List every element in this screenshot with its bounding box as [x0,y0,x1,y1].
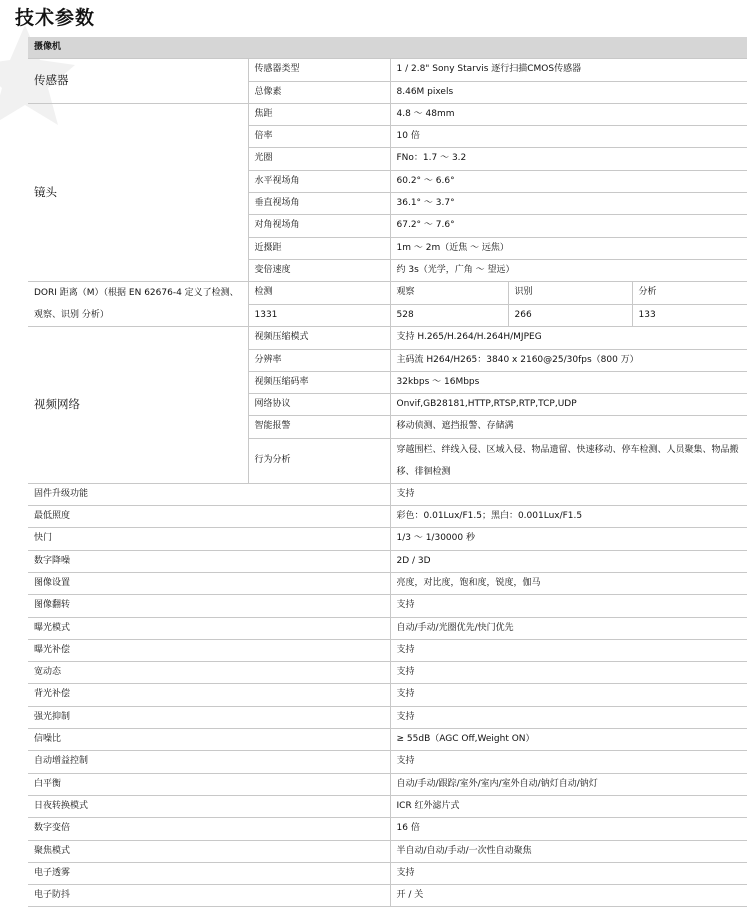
param-label: 自动增益控制 [28,751,390,773]
table-row [28,103,747,125]
param-label: 垂直视场角 [248,193,390,215]
param-label: 固件升级功能 [28,483,390,505]
param-value: 彩色：0.01Lux/F1.5；黑白：0.001Lux/F1.5 [390,506,747,528]
table-row [28,59,747,81]
section-header-row [28,37,747,59]
table-row [28,550,747,572]
param-label: 传感器类型 [248,59,390,81]
param-label: 近摄距 [248,237,390,259]
param-value: 支持 [390,751,747,773]
param-value: 1/3 ～ 1/30000 秒 [390,528,747,550]
param-value: 2D / 3D [390,550,747,572]
param-label: 倍率 [248,126,390,148]
param-value: 支持 [390,639,747,661]
param-label: 对角视场角 [248,215,390,237]
param-value: 亮度，对比度，饱和度，锐度，伽马 [390,572,747,594]
param-value: 主码流 H264/H265：3840 x 2160@25/30fps（800 万） [390,349,747,371]
table-row [28,840,747,862]
dori-header-detect: 检测 [248,282,390,305]
param-value: 支持 [390,595,747,617]
param-label: 电子防抖 [28,885,390,907]
table-row [28,751,747,773]
param-label: 智能报警 [248,416,390,438]
param-label: 曝光补偿 [28,639,390,661]
param-label: 聚焦模式 [28,840,390,862]
param-label: 宽动态 [28,662,390,684]
table-row [28,595,747,617]
param-value: 移动侦测、遮挡报警、存储满 [390,416,747,438]
param-value: ≥ 55dB（AGC Off,Weight ON） [390,729,747,751]
table-row [28,773,747,795]
param-label: 快门 [28,528,390,550]
table-row [28,729,747,751]
param-value: 36.1° ～ 3.7° [390,193,747,215]
param-label: 分辨率 [248,349,390,371]
param-label: 光圈 [248,148,390,170]
param-label: 视频压缩码率 [248,371,390,393]
param-value: FNo：1.7 ～ 3.2 [390,148,747,170]
table-row [28,617,747,639]
dori-label: DORI 距离（M）（根据 EN 62676-4 定义了检测、观察、识别 分析） [28,282,248,327]
param-value: 自动/手动/跟踪/室外/室内/室外自动/钠灯自动/钠灯 [390,773,747,795]
param-value: 16 倍 [390,818,747,840]
param-value: 自动/手动/光圈优先/快门优先 [390,617,747,639]
table-row [28,818,747,840]
group-label: 镜头 [28,103,248,281]
table-row [28,795,747,817]
param-label: 强光抑制 [28,706,390,728]
param-label: 背光补偿 [28,684,390,706]
param-value: 1 / 2.8" Sony Starvis 逐行扫描CMOS传感器 [390,59,747,81]
param-value: Onvif,GB28181,HTTP,RTSP,RTP,TCP,UDP [390,394,747,416]
param-value: 开 / 关 [390,885,747,907]
dori-value-detect: 1331 [248,304,390,327]
param-label: 日夜转换模式 [28,795,390,817]
spec-table [28,37,747,907]
param-label: 图像翻转 [28,595,390,617]
table-row [28,528,747,550]
param-label: 信噪比 [28,729,390,751]
param-label: 行为分析 [248,438,390,483]
param-value: ICR 红外滤片式 [390,795,747,817]
section-title: 摄像机 [28,37,747,59]
table-row [28,885,747,907]
table-row [28,862,747,884]
dori-value-observe: 528 [390,304,508,327]
param-label: 水平视场角 [248,170,390,192]
param-label: 电子透雾 [28,862,390,884]
feature-rows [28,483,747,907]
param-label: 最低照度 [28,506,390,528]
param-value: 支持 [390,706,747,728]
param-label: 图像设置 [28,572,390,594]
table-row [28,327,747,349]
group-label: 传感器 [28,59,248,104]
dori-value-identify: 133 [632,304,747,327]
dori-header-observe: 观察 [390,282,508,305]
param-value: 32kbps ～ 16Mbps [390,371,747,393]
param-value: 支持 [390,684,747,706]
param-value: 1m ～ 2m（近焦 ～ 远焦） [390,237,747,259]
param-label: 曝光模式 [28,617,390,639]
param-value: 支持 H.265/H.264/H.264H/MJPEG [390,327,747,349]
table-row [28,706,747,728]
table-row [28,483,747,505]
param-value: 支持 [390,862,747,884]
param-label: 焦距 [248,103,390,125]
table-row [28,506,747,528]
param-value: 约 3s（光学，广角 ～ 望远） [390,259,747,281]
group-label: 视频网络 [28,327,248,483]
param-value: 8.46M pixels [390,81,747,103]
param-value: 穿越围栏、绊线入侵、区域入侵、物品遗留、快速移动、停车检测、人员聚集、物品搬移、徘徊检测 [390,438,747,483]
table-row [28,572,747,594]
table-row [28,639,747,661]
param-value: 支持 [390,662,747,684]
dori-header-recognize: 识别 [508,282,632,305]
dori-header-identify: 分析 [632,282,747,305]
param-label: 数字降噪 [28,550,390,572]
dori-value-recognize: 266 [508,304,632,327]
param-value: 67.2° ～ 7.6° [390,215,747,237]
param-label: 变倍速度 [248,259,390,281]
param-label: 数字变倍 [28,818,390,840]
param-label: 网络协议 [248,394,390,416]
param-label: 视频压缩模式 [248,327,390,349]
table-row [28,684,747,706]
table-row [28,282,747,305]
param-value: 支持 [390,483,747,505]
param-value: 半自动/自动/手动/一次性自动聚焦 [390,840,747,862]
page-title: 技术参数 [15,7,96,29]
param-value: 4.8 ～ 48mm [390,103,747,125]
param-value: 10 倍 [390,126,747,148]
param-label: 白平衡 [28,773,390,795]
param-value: 60.2° ～ 6.6° [390,170,747,192]
table-row [28,662,747,684]
param-label: 总像素 [248,81,390,103]
